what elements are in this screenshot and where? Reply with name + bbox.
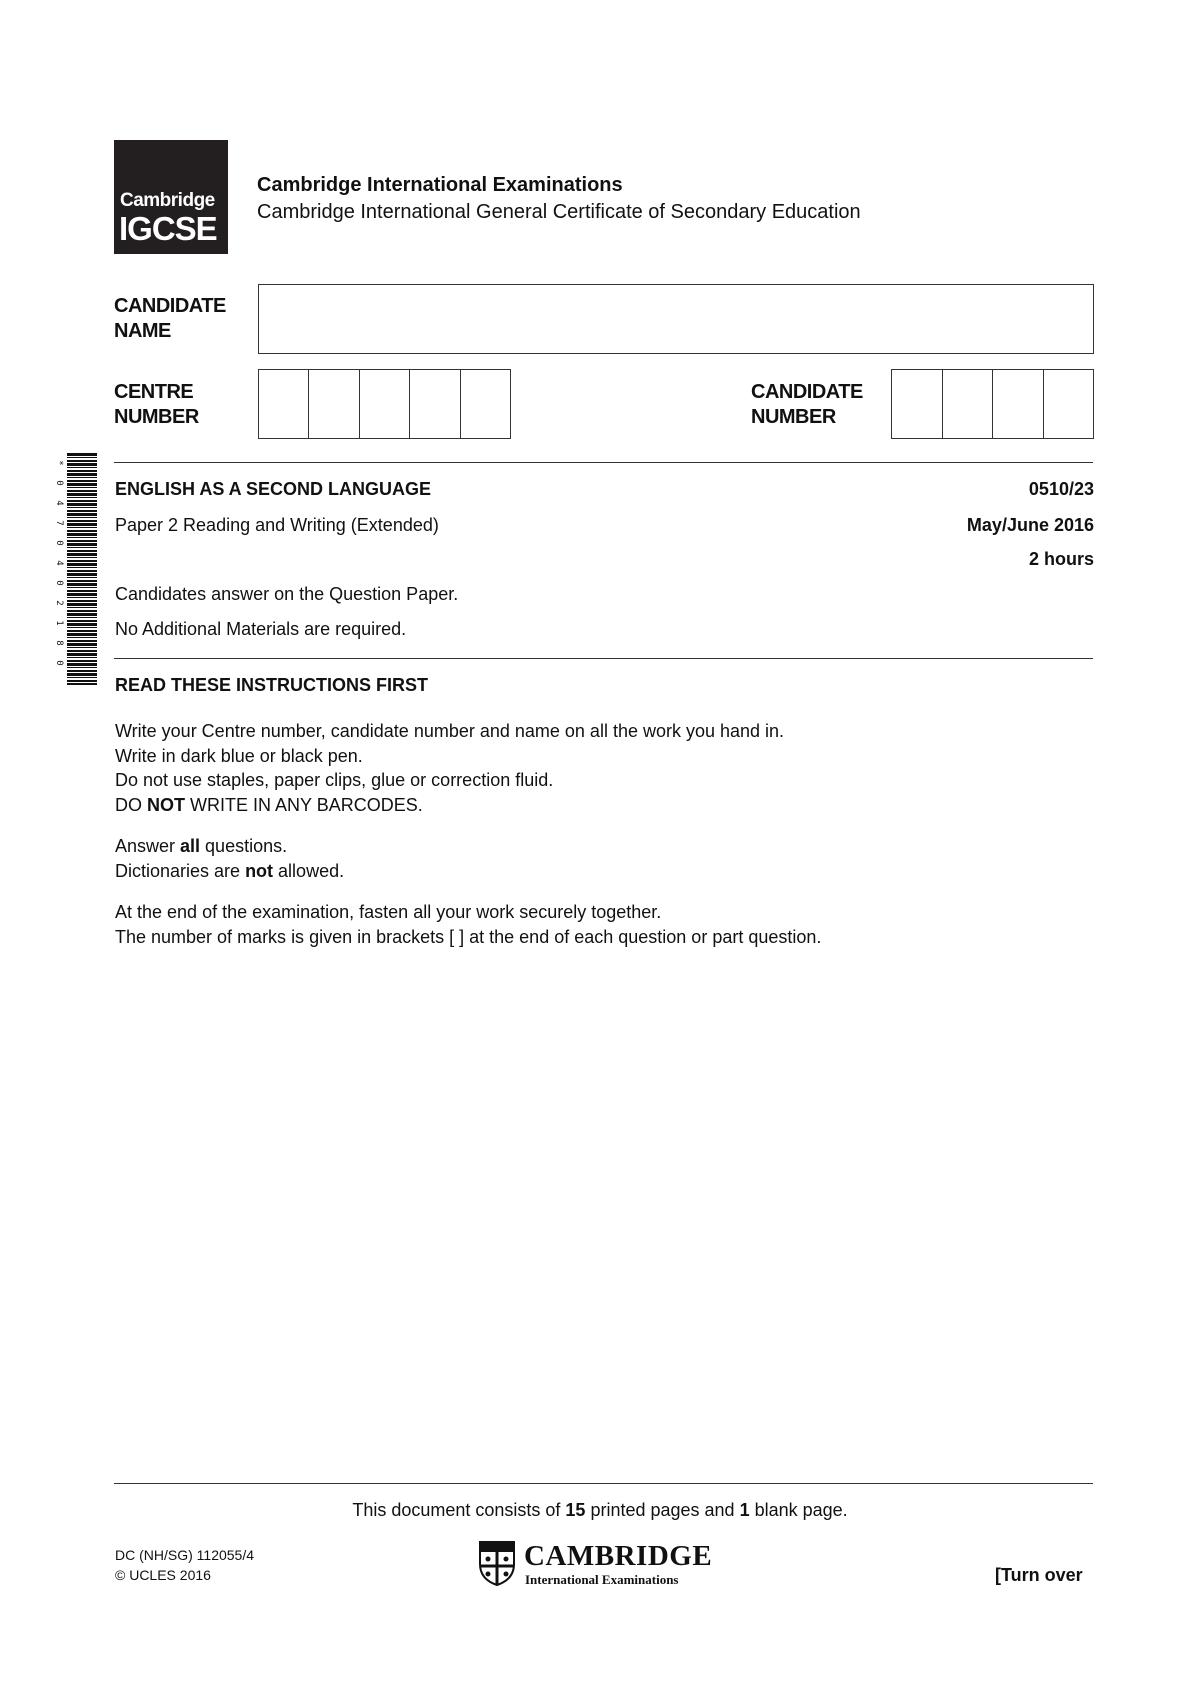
candidate-number-cell[interactable] [993,370,1044,438]
materials-note: No Additional Materials are required. [115,619,407,639]
centre-number-cell[interactable] [259,370,309,438]
candidate-number-cell[interactable] [892,370,943,438]
barcode-digits: * 0 4 7 0 4 0 2 1 8 0 [54,460,64,666]
centre-number-cell[interactable] [461,370,510,438]
exam-duration: 2 hours [1028,549,1094,569]
candidate-number-cell[interactable] [943,370,994,438]
centre-number-cell[interactable] [360,370,410,438]
divider [114,462,1093,463]
candidate-number-field[interactable] [891,369,1094,439]
logo-line-cambridge: Cambridge [120,190,215,211]
candidate-name-field[interactable] [258,284,1094,354]
document-code: DC (NH/SG) 112055/4 [115,1547,255,1563]
qualification-name: Cambridge International General Certificate of Secondary Education [257,201,861,223]
turn-over-note: [Turn over [995,1565,1083,1585]
candidate-number-cell[interactable] [1044,370,1094,438]
page-count-note: This document consists of 15 printed pages and 1 blank page. [352,1500,848,1520]
subject-title: ENGLISH AS A SECOND LANGUAGE [115,479,432,499]
instructions-block-3: At the end of the examination, fasten all your work securely together. The number of marks is given in brackets [ ] at the end of each question or part question. [115,902,822,947]
centre-number-field[interactable] [258,369,511,439]
divider [114,658,1093,659]
exam-session: May/June 2016 [966,515,1094,535]
cambridge-igcse-logo [114,140,228,254]
paper-title: Paper 2 Reading and Writing (Extended) [115,515,439,535]
footer-divider [114,1483,1093,1484]
instructions-block-2: Answer all questions. Dictionaries are not allowed. [115,836,345,881]
cambridge-brand-logo [478,1540,718,1588]
paper-code: 0510/23 [1028,479,1094,499]
centre-number-label: CENTRE NUMBER [114,381,199,428]
candidate-name-label: CANDIDATE NAME [114,295,226,342]
copyright: © UCLES 2016 [115,1567,211,1583]
brand-subtitle: International Examinations [525,1572,679,1587]
instructions-block-1: Write your Centre number, candidate number and name on all the work you hand in. Write in dark blue or black pen. Do not use staples, paper clips, glue or correction fluid. DO NOT WRITE IN ANY BARCODES. [115,721,785,815]
answer-instruction: Candidates answer on the Question Paper. [115,584,459,604]
cambridge-shield-icon [478,1540,516,1586]
instructions-heading: READ THESE INSTRUCTIONS FIRST [115,675,429,695]
logo-line-igcse: IGCSE [119,210,217,247]
centre-number-cell[interactable] [309,370,359,438]
organisation-name: Cambridge International Examinations [257,174,623,196]
centre-number-cell[interactable] [410,370,460,438]
brand-name: CAMBRIDGE [524,1540,713,1572]
barcode-bars [67,453,97,685]
candidate-number-label: CANDIDATE NUMBER [751,381,863,428]
barcode [54,453,98,685]
